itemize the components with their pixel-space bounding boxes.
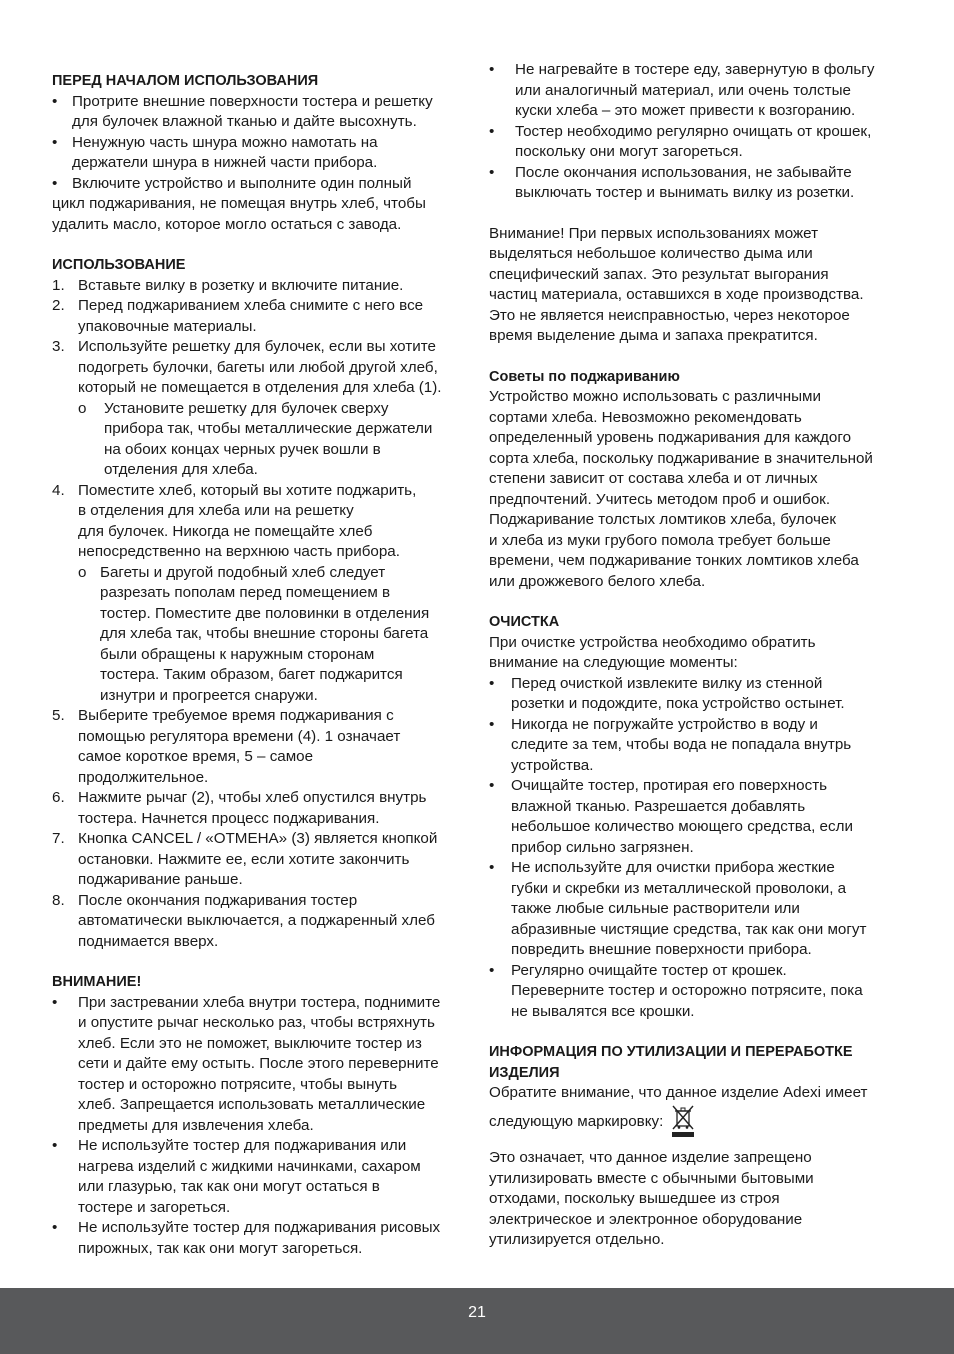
left-column (52, 0, 470, 1259)
numbered-item: 5. Выберите требуемое время поджаривания с помощью регулятора времени (4). 1 означает самое короткое время, 5 – самое продолжительное. (52, 707, 401, 786)
list-item: • После окончания использования, не забывайте выключать тостер и вынимать вилку из розетки. (489, 163, 855, 201)
sub-list-item: o Установите решетку для булочек сверху прибора так, чтобы металлические держатели на обоих концах черных ручек вошли в отделения для хлеба. (78, 399, 433, 478)
numbered-item: 2. Перед поджариванием хлеба снимите с него все упаковочные материалы. (52, 297, 424, 335)
list-item: • Очищайте тостер, протирая его поверхность влажной тканью. Разрешается добавлять небольшое количество моющего средства, если прибор сильно загрязнен. (489, 777, 853, 856)
numbered-item: 1. Вставьте вилку в розетку и включите питание. (52, 276, 404, 294)
numbered-item: 6. Нажмите рычаг (2), чтобы хлеб опустился внутрь тостера. Начнется процесс поджаривания. (52, 789, 427, 827)
section-title-usage: ИСПОЛЬЗОВАНИЕ (52, 257, 186, 273)
paragraph: Это означает, что данное изделие запрещено утилизировать вместе с обычными бытовыми отходами, поскольку вышедшее из строя электрическое и электронное оборудование утилизируется отдельно. (489, 1149, 814, 1248)
list-item: • Никогда не погружайте устройство в воду и следите за тем, чтобы вода не попадала внутрь устройства. (489, 715, 852, 774)
section-title-toasting-tips: Советы по поджариванию (489, 368, 680, 385)
numbered-item: 4. Поместите хлеб, который вы хотите поджарить, в отделения для хлеба или на решетку для булочек. Никогда не помещайте хлеб непосредственно на верхнюю часть прибора. (52, 481, 417, 560)
crossed-out-wheelie-bin-icon (671, 1104, 695, 1145)
section-title-cleaning: ОЧИСТКА (489, 614, 560, 630)
weee-line: следующую маркировку: (489, 1104, 905, 1145)
page-footer (0, 1288, 954, 1354)
numbered-item: 8. После окончания поджаривания тостер автоматически выключается, а поджаренный хлеб поднимается вверх. (52, 891, 435, 950)
paragraph: При очистке устройства необходимо обратить внимание на следующие моменты: (489, 633, 816, 671)
section-title-warning: ВНИМАНИЕ! (52, 974, 142, 990)
section-title-before-use: ПЕРЕД НАЧАЛОМ ИСПОЛЬЗОВАНИЯ (52, 73, 319, 89)
list-item: • Ненужную часть шнура можно намотать на держатели шнура в нижней части прибора. (52, 133, 378, 171)
right-column (489, 0, 905, 1251)
list-item: • Регулярно очищайте тостер от крошек. Переверните тостер и осторожно потрясите, пока не вывалятся все крошки. (489, 961, 863, 1020)
list-item: • Перед очисткой извлеките вилку из стенной розетки и подождите, пока устройство остынет. (489, 674, 845, 712)
numbered-item: 3. Используйте решетку для булочек, если вы хотите подогреть булочки, багеты или любой другой хлеб, который не помещается в отделения для хлеба (1). (52, 338, 442, 396)
list-item: • При застревании хлеба внутри тостера, поднимите и опустите рычаг несколько раз, чтобы встряхнуть хлеб. Если это не поможет, выключите тостер из сети и дайте ему остыть. После этого переверните тостер и осторожно потрясите, чтобы вынуть хлеб. Запрещается использовать металлические предметы для извлечения хлеба. (52, 993, 441, 1134)
paragraph: Устройство можно использовать с различными сортами хлеба. Невозможно рекомендовать определенный уровень поджаривания для каждого сорта хлеба, поскольку поджаривание в значительной степени зависит от состава хлеба и от личных предпочтений. Учитесь методом проб и ошибок. Поджаривание толстых ломтиков хлеба, булочек и хлеба из муки грубого помола требует больше времени, чем поджаривание тонких ломтиков хлеба или дрожжевого белого хлеба. (489, 388, 873, 590)
list-item: • Не нагревайте в тостере еду, завернутую в фольгу или аналогичный материал, или очень толстые куски хлеба – это может привести к возгоранию. (489, 61, 875, 119)
sub-list-item: o Багеты и другой подобный хлеб следует разрезать пополам перед помещением в тостер. Поместите две половинки в отделения для хлеба так, чтобы внешние стороны багета были обращены к наружным сторонам тостера. Таким образом, багет поджарится изнутри и прогреется снаружи. (78, 563, 430, 704)
first-use-note: Внимание! При первых использованиях может выделяться небольшое количество дыма или специфический запах. Это результат выгорания частиц материала, оставшихся в ходе производства. Это не является неисправностью, через некоторое время выделение дыма и запаха прекратится. (489, 224, 864, 344)
list-item: • Не используйте для очистки прибора жесткие губки и скребки из металлической проволоки, а также любые сильные растворители или абразивные чистящие средства, так как они могут повредить внешние поверхности прибора. (489, 859, 867, 958)
section-title-disposal: ИНФОРМАЦИЯ ПО УТИЛИЗАЦИИ И ПЕРЕРАБОТКЕ ИЗДЕЛИЯ (489, 1044, 853, 1081)
list-item: • Включите устройство и выполните один полный (52, 174, 412, 192)
paragraph: цикл поджаривания, не помещая внутрь хлеб, чтобы удалить масло, которое могло остаться с завода. (52, 195, 426, 233)
numbered-item: 7. Кнопка CANCEL / «ОТМЕНА» (3) является кнопкой остановки. Нажмите ее, если хотите закончить поджаривание раньше. (52, 830, 438, 888)
paragraph: Обратите внимание, что данное изделие Adexi имеет (489, 1084, 868, 1101)
list-item: • Не используйте тостер для поджаривания рисовых пирожных, так как они могут загореться. (52, 1219, 441, 1257)
list-item: • Не используйте тостер для поджаривания или нагрева изделий с жидкими начинками, сахаром или глазурью, так как они могут остаться в тостере и загореться. (52, 1137, 421, 1216)
list-item: • Тостер необходимо регулярно очищать от крошек, поскольку они могут загореться. (489, 122, 872, 160)
list-item: • Протрите внешние поверхности тостера и решетку для булочек влажной тканью и дайте высохнуть. (52, 92, 433, 130)
page-number: 21 (468, 1304, 486, 1321)
